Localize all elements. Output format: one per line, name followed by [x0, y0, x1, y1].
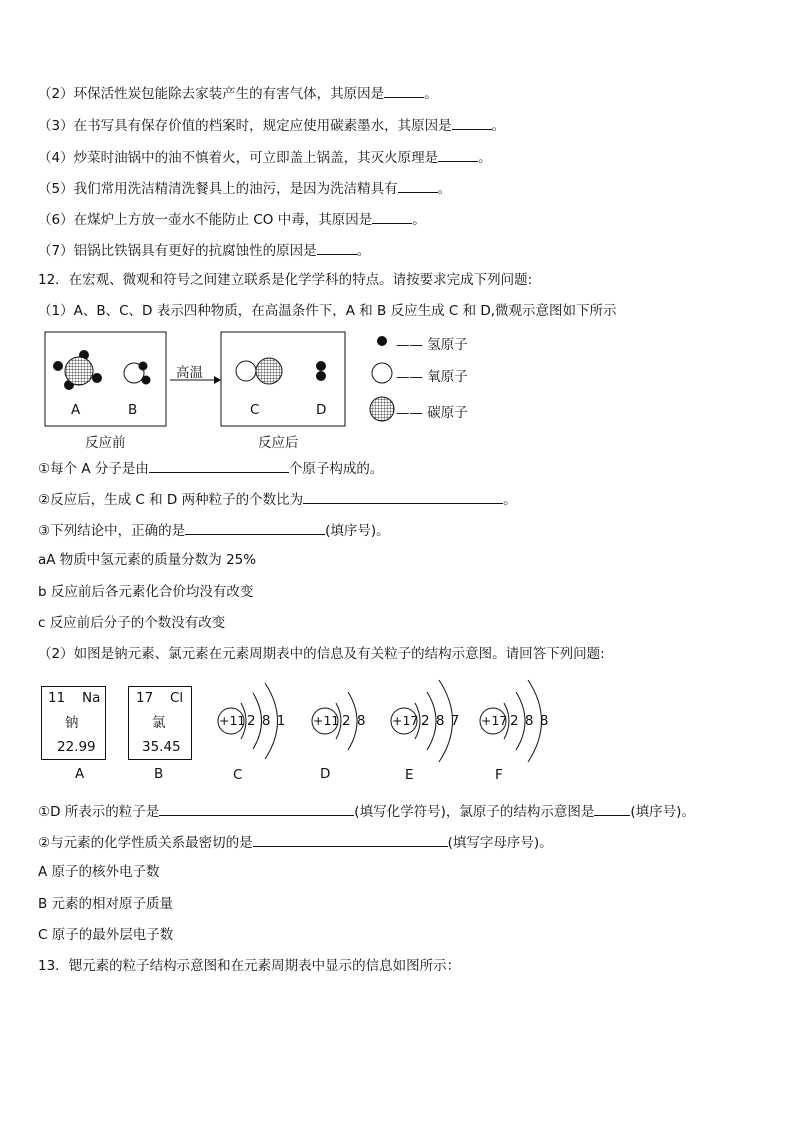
nucleus-charge: +17 [481, 713, 508, 728]
nucleus-charge: +17 [392, 713, 419, 728]
question-line-7: （7）铝锅比铁锅具有更好的抗腐蚀性的原因是 。 [38, 240, 370, 260]
element-name: 氯 [152, 715, 166, 731]
q13-title: 13．锶元素的粒子结构示意图和在元素周期表中显示的信息如图所示： [38, 958, 461, 974]
label-a: A [71, 402, 81, 418]
condition-label: 高温 [176, 365, 203, 381]
element-symbol: Cl [170, 690, 184, 706]
legend-hydrogen: —— 氢原子 [396, 337, 468, 353]
q12-part4: ①D 所表示的粒子是 (填写化学符号)，氯原子的结构示意图是 (填序号)。 [38, 801, 695, 821]
atom-label-c: C [233, 767, 243, 783]
q12-part5: ②与元素的化学性质关系最密切的是 (填写字母序号)。 [38, 832, 553, 852]
q12-part1: ①每个 A 分子是由 个原子构成的。 [38, 458, 383, 478]
q12-title: 12．在宏观、微观和符号之间建立联系是化学学科的特点。请按要求完成下列问题: [38, 272, 533, 288]
q12-part3: ③下列结论中，正确的是 (填序号)。 [38, 520, 390, 540]
element-name: 钠 [65, 715, 79, 731]
atom-label-e: E [405, 767, 414, 783]
electron-counts: 2 8 1 [247, 713, 286, 729]
option-b: b 反应前后各元素化合价均没有改变 [38, 584, 254, 600]
answer-blank[interactable] [159, 801, 354, 816]
answer-blank[interactable] [253, 832, 448, 847]
question-line-2: （2）环保活性炭包能除去家装产生的有害气体，其原因是 。 [38, 83, 438, 103]
q12-sub2: （2）如图是钠元素、氯元素在元素周期表中的信息及有关粒子的结构示意图。请回答下列问题: [38, 646, 605, 662]
before-caption: 反应前 [85, 435, 126, 451]
answer-blank[interactable] [594, 801, 630, 816]
card-label-a: A [75, 766, 85, 782]
question-line-4: （4）炒菜时油锅中的油不慎着火，可立即盖上锅盖，其灭火原理是 。 [38, 147, 492, 167]
electron-counts: 2 8 7 [421, 713, 460, 729]
nucleus-charge: +11 [313, 713, 340, 728]
q12-sub1: （1）A、B、C、D 表示四种物质，在高温条件下，A 和 B 反应生成 C 和 D,微观示意图如下所示 [38, 303, 617, 319]
nucleus-charge: +11 [219, 713, 246, 728]
label-b: B [128, 402, 138, 418]
after-caption: 反应后 [258, 435, 299, 451]
label-c: C [250, 402, 260, 418]
atom-label-f: F [495, 767, 503, 783]
legend-carbon: —— 碳原子 [396, 405, 468, 421]
option2-b: B 元素的相对原子质量 [38, 896, 174, 912]
card-label-b: B [154, 766, 164, 782]
atomic-number: 17 [136, 690, 154, 706]
atomic-number: 11 [48, 690, 66, 706]
atomic-mass: 22.99 [57, 739, 96, 755]
question-line-5: （5）我们常用洗洁精清洗餐具上的油污，是因为洗洁精具有 。 [38, 178, 451, 198]
label-d: D [316, 402, 327, 418]
option-c: c 反应前后分子的个数没有改变 [38, 615, 226, 631]
electron-counts: 2 8 [342, 713, 366, 729]
question-line-3: （3）在书写具有保存价值的档案时，规定应使用碳素墨水，其原因是 。 [38, 115, 505, 135]
element-symbol: Na [82, 690, 101, 706]
q12-part2: ②反应后，生成 C 和 D 两种粒子的个数比为 。 [38, 489, 517, 509]
atomic-mass: 35.45 [142, 739, 181, 755]
legend-oxygen: —— 氧原子 [396, 369, 468, 385]
option2-c: C 原子的最外层电子数 [38, 927, 174, 943]
electron-counts: 2 8 8 [510, 713, 549, 729]
option2-a: A 原子的核外电子数 [38, 864, 160, 880]
atom-label-d: D [320, 766, 331, 782]
option-a: aA 物质中氢元素的质量分数为 25% [38, 552, 257, 568]
question-line-6: （6）在煤炉上方放一壶水不能防止 CO 中毒，其原因是 。 [38, 209, 426, 229]
